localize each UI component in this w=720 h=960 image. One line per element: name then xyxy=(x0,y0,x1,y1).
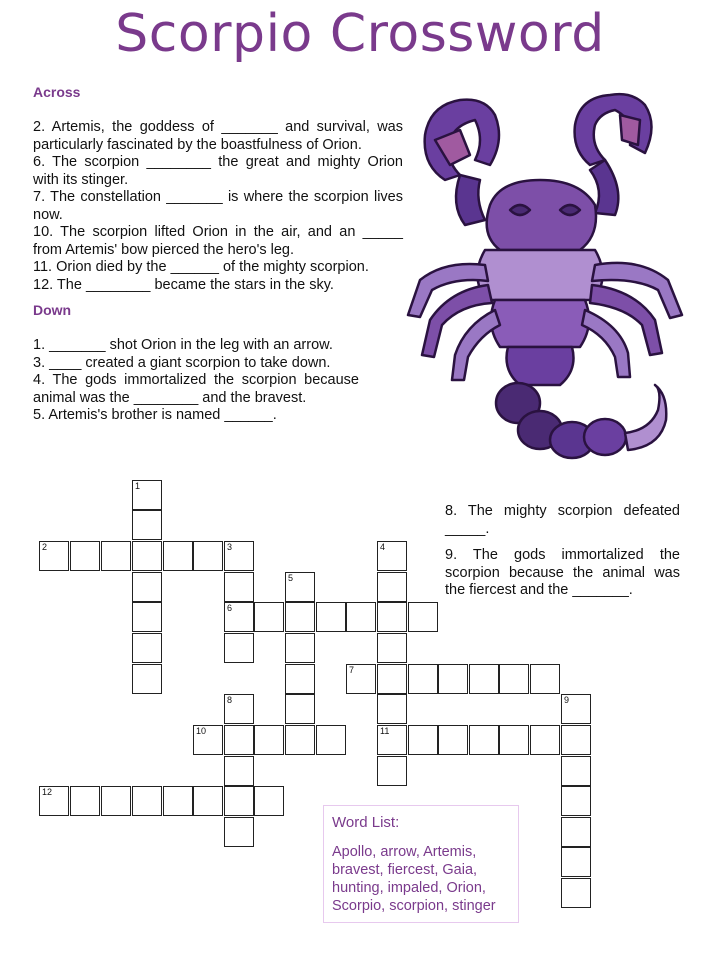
grid-cell[interactable] xyxy=(132,480,162,510)
clue-number-5: 5 xyxy=(288,573,294,583)
down-heading: Down xyxy=(33,302,72,318)
clue-number-7: 7 xyxy=(349,665,355,675)
clue-number-11: 11 xyxy=(380,726,390,736)
grid-cell[interactable] xyxy=(469,725,499,755)
grid-cell[interactable] xyxy=(39,786,69,816)
clue-number-6: 6 xyxy=(227,603,233,613)
grid-cell[interactable] xyxy=(530,725,560,755)
clue-number-10: 10 xyxy=(196,726,207,736)
grid-cell[interactable] xyxy=(408,602,438,632)
grid-cell[interactable] xyxy=(132,572,162,602)
down-clue-1: 1. _______ shot Orion in the leg with an arrow. xyxy=(33,337,333,353)
grid-cell[interactable] xyxy=(193,541,223,571)
clue-number-2: 2 xyxy=(42,542,48,552)
grid-cell[interactable] xyxy=(377,541,407,571)
grid-cell[interactable] xyxy=(438,664,468,694)
grid-cell[interactable] xyxy=(316,602,346,632)
word-list-title: Word List: xyxy=(332,814,400,831)
grid-cell[interactable] xyxy=(254,602,284,632)
grid-cell[interactable] xyxy=(224,602,254,632)
grid-cell[interactable] xyxy=(163,786,193,816)
grid-cell[interactable] xyxy=(377,756,407,786)
down-clue-9: 9. The gods immortalized the scorpion because the animal was the fiercest and the _______. xyxy=(445,547,680,598)
across-clue-7: 7. The constellation _______ is where the scorpion lives now. xyxy=(33,189,403,223)
down-clue-8: 8. The mighty scorpion defeated _____. xyxy=(445,503,680,537)
grid-cell[interactable] xyxy=(285,664,315,694)
grid-cell[interactable] xyxy=(254,786,284,816)
grid-cell[interactable] xyxy=(224,725,254,755)
clue-number-4: 4 xyxy=(380,542,386,552)
across-heading: Across xyxy=(33,84,81,100)
grid-cell[interactable] xyxy=(132,633,162,663)
grid-cell[interactable] xyxy=(561,786,591,816)
down-clues xyxy=(33,337,359,425)
grid-cell[interactable] xyxy=(70,786,100,816)
grid-cell[interactable] xyxy=(224,817,254,847)
grid-cell[interactable] xyxy=(285,602,315,632)
clue-number-8: 8 xyxy=(227,695,233,705)
grid-cell[interactable] xyxy=(408,664,438,694)
grid-cell[interactable] xyxy=(285,572,315,602)
grid-cell[interactable] xyxy=(561,878,591,908)
grid-cell[interactable] xyxy=(224,572,254,602)
grid-cell[interactable] xyxy=(70,541,100,571)
grid-cell[interactable] xyxy=(193,725,223,755)
page-title: Scorpio Crossword xyxy=(115,4,605,64)
scorpion-illustration xyxy=(400,85,700,470)
grid-cell[interactable] xyxy=(101,786,131,816)
across-clue-6: 6. The scorpion ________ the great and mighty Orion with its stinger. xyxy=(33,154,403,188)
clue-number-1: 1 xyxy=(135,481,141,491)
grid-cell[interactable] xyxy=(530,664,560,694)
across-clues xyxy=(33,119,403,294)
grid-cell[interactable] xyxy=(561,847,591,877)
grid-cell[interactable] xyxy=(346,602,376,632)
grid-cell[interactable] xyxy=(285,725,315,755)
across-clue-11: 11. Orion died by the ______ of the mighty scorpion. xyxy=(33,259,369,275)
grid-cell[interactable] xyxy=(285,633,315,663)
word-list-box xyxy=(323,805,519,923)
grid-cell[interactable] xyxy=(224,756,254,786)
grid-cell[interactable] xyxy=(346,664,376,694)
grid-cell[interactable] xyxy=(163,541,193,571)
grid-cell[interactable] xyxy=(193,786,223,816)
grid-cell[interactable] xyxy=(132,664,162,694)
grid-cell[interactable] xyxy=(438,725,468,755)
across-clue-10: 10. The scorpion lifted Orion in the air, and an _____ from Artemis' bow pierced the hero's leg. xyxy=(33,224,403,258)
grid-cell[interactable] xyxy=(254,725,284,755)
grid-cell[interactable] xyxy=(224,633,254,663)
grid-cell[interactable] xyxy=(469,664,499,694)
grid-cell[interactable] xyxy=(561,725,591,755)
across-clue-2: 2. Artemis, the goddess of _______ and survival, was particularly fascinated by the boastfulness of Orion. xyxy=(33,119,403,153)
down-clue-3: 3. ____ created a giant scorpion to take down. xyxy=(33,354,331,371)
grid-cell[interactable] xyxy=(101,541,131,571)
grid-cell[interactable] xyxy=(377,664,407,694)
clue-number-9: 9 xyxy=(564,695,570,705)
grid-cell[interactable] xyxy=(224,786,254,816)
grid-cell[interactable] xyxy=(408,725,438,755)
grid-cell[interactable] xyxy=(561,694,591,724)
grid-cell[interactable] xyxy=(377,602,407,632)
clue-number-3: 3 xyxy=(227,542,233,552)
grid-cell[interactable] xyxy=(316,725,346,755)
grid-cell[interactable] xyxy=(224,694,254,724)
down-clue-4: 4. The gods immortalized the scorpion because animal was the ________ and the bravest. xyxy=(33,372,359,406)
grid-cell[interactable] xyxy=(561,817,591,847)
grid-cell[interactable] xyxy=(132,541,162,571)
clue-number-12: 12 xyxy=(42,787,53,797)
grid-cell[interactable] xyxy=(499,664,529,694)
grid-cell[interactable] xyxy=(377,725,407,755)
down-side-clues xyxy=(445,503,680,600)
word-list-words: Apollo, arrow, Artemis, bravest, fiercest, Gaia, hunting, impaled, Orion, Scorpio, scorpion, stinger xyxy=(332,844,496,914)
across-clue-12: 12. The ________ became the stars in the sky. xyxy=(33,276,334,293)
grid-cell[interactable] xyxy=(499,725,529,755)
grid-cell[interactable] xyxy=(132,602,162,632)
grid-cell[interactable] xyxy=(224,541,254,571)
grid-cell[interactable] xyxy=(285,694,315,724)
grid-cell[interactable] xyxy=(39,541,69,571)
grid-cell[interactable] xyxy=(132,786,162,816)
grid-cell[interactable] xyxy=(377,572,407,602)
down-clue-5: 5. Artemis's brother is named ______. xyxy=(33,407,277,423)
grid-cell[interactable] xyxy=(132,510,162,540)
grid-cell[interactable] xyxy=(561,756,591,786)
grid-cell[interactable] xyxy=(377,694,407,724)
grid-cell[interactable] xyxy=(377,633,407,663)
